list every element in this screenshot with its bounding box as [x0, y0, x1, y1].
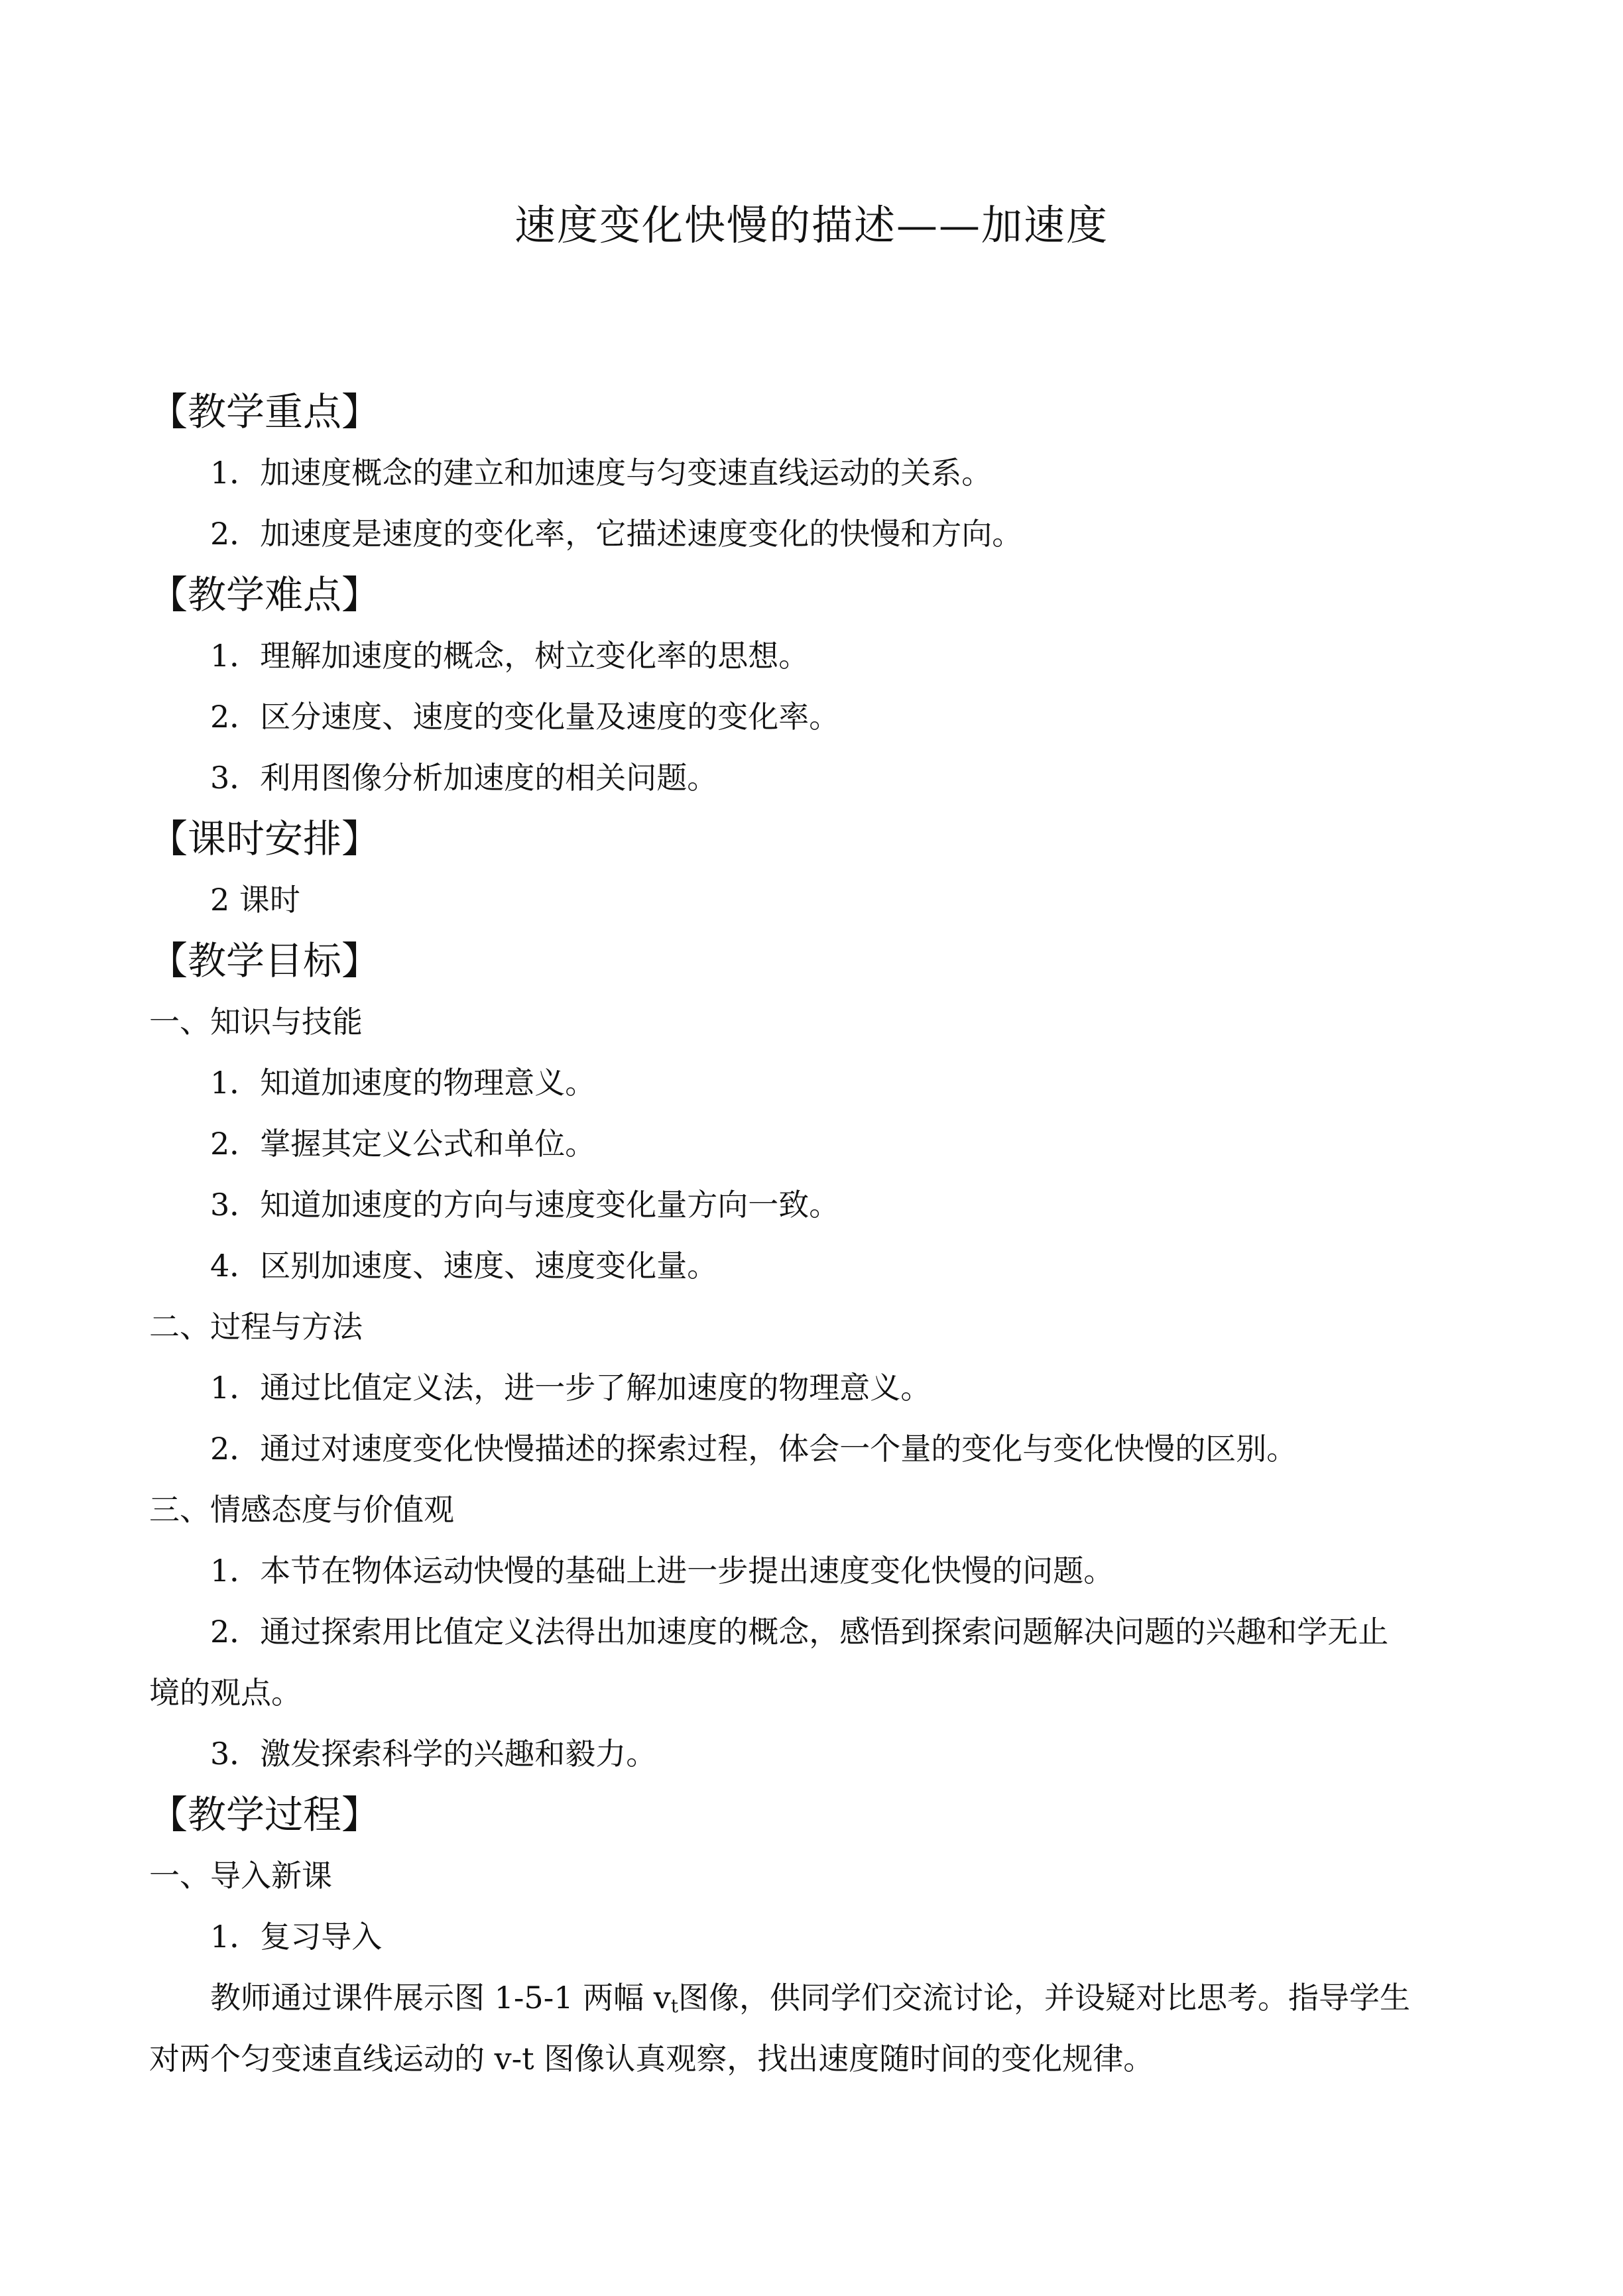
heading-teaching-process: 【教学过程】 — [149, 1792, 381, 1837]
heading-schedule: 【课时安排】 — [149, 816, 381, 861]
objective-knowledge-label: 一、知识与技能 — [149, 1004, 363, 1040]
objective-emotion-label: 三、情感态度与价值观 — [149, 1492, 454, 1528]
difficult-point-item: 2．区分速度、速度的变化量及速度的变化率。 — [210, 699, 840, 735]
schedule-text: 2 课时 — [210, 882, 300, 918]
objective-item-continued: 境的观点。 — [149, 1675, 302, 1711]
objective-item: 1．本节在物体运动快慢的基础上进一步提出速度变化快慢的问题。 — [210, 1553, 1114, 1589]
process-part1-label: 一、导入新课 — [149, 1858, 332, 1894]
key-point-item: 2．加速度是速度的变化率，它描述速度变化的快慢和方向。 — [210, 516, 1023, 552]
heading-difficult-points: 【教学难点】 — [149, 572, 381, 617]
objective-item: 1．通过比值定义法，进一步了解加速度的物理意义。 — [210, 1370, 932, 1406]
paragraph-text: 图像，供同学们交流讨论，并设疑对比思考。指导学生 — [678, 1980, 1411, 2016]
key-point-item: 1．加速度概念的建立和加速度与匀变速直线运动的关系。 — [210, 455, 992, 491]
subscript-t: t — [670, 1995, 679, 2017]
paragraph-text: 教师通过课件展示图 1-5-1 两幅 v — [210, 1980, 671, 2016]
objective-process-label: 二、过程与方法 — [149, 1309, 363, 1345]
difficult-point-item: 3．利用图像分析加速度的相关问题。 — [210, 760, 718, 796]
heading-key-points: 【教学重点】 — [149, 389, 381, 434]
document-title: 速度变化快慢的描述——加速度 — [514, 201, 1109, 249]
objective-item: 4．区别加速度、速度、速度变化量。 — [210, 1248, 718, 1284]
heading-objectives: 【教学目标】 — [149, 938, 381, 983]
document-body — [149, 381, 1488, 2089]
process-paragraph-line: 对两个匀变速直线运动的 v-t 图像认真观察，找出速度随时间的变化规律。 — [149, 2041, 1154, 2077]
process-step1-label: 1．复习导入 — [210, 1919, 383, 1955]
objective-item: 1．知道加速度的物理意义。 — [210, 1065, 596, 1101]
process-paragraph-line — [149, 1967, 1488, 2028]
objective-item: 2．掌握其定义公式和单位。 — [210, 1126, 596, 1162]
objective-item: 2．通过探索用比值定义法得出加速度的概念，感悟到探索问题解决问题的兴趣和学无止 — [210, 1614, 1389, 1650]
objective-item: 2．通过对速度变化快慢描述的探索过程，体会一个量的变化与变化快慢的区别。 — [210, 1431, 1297, 1467]
difficult-point-item: 1．理解加速度的概念，树立变化率的思想。 — [210, 638, 810, 674]
objective-item: 3．知道加速度的方向与速度变化量方向一致。 — [210, 1187, 840, 1223]
objective-item: 3．激发探索科学的兴趣和毅力。 — [210, 1736, 657, 1772]
